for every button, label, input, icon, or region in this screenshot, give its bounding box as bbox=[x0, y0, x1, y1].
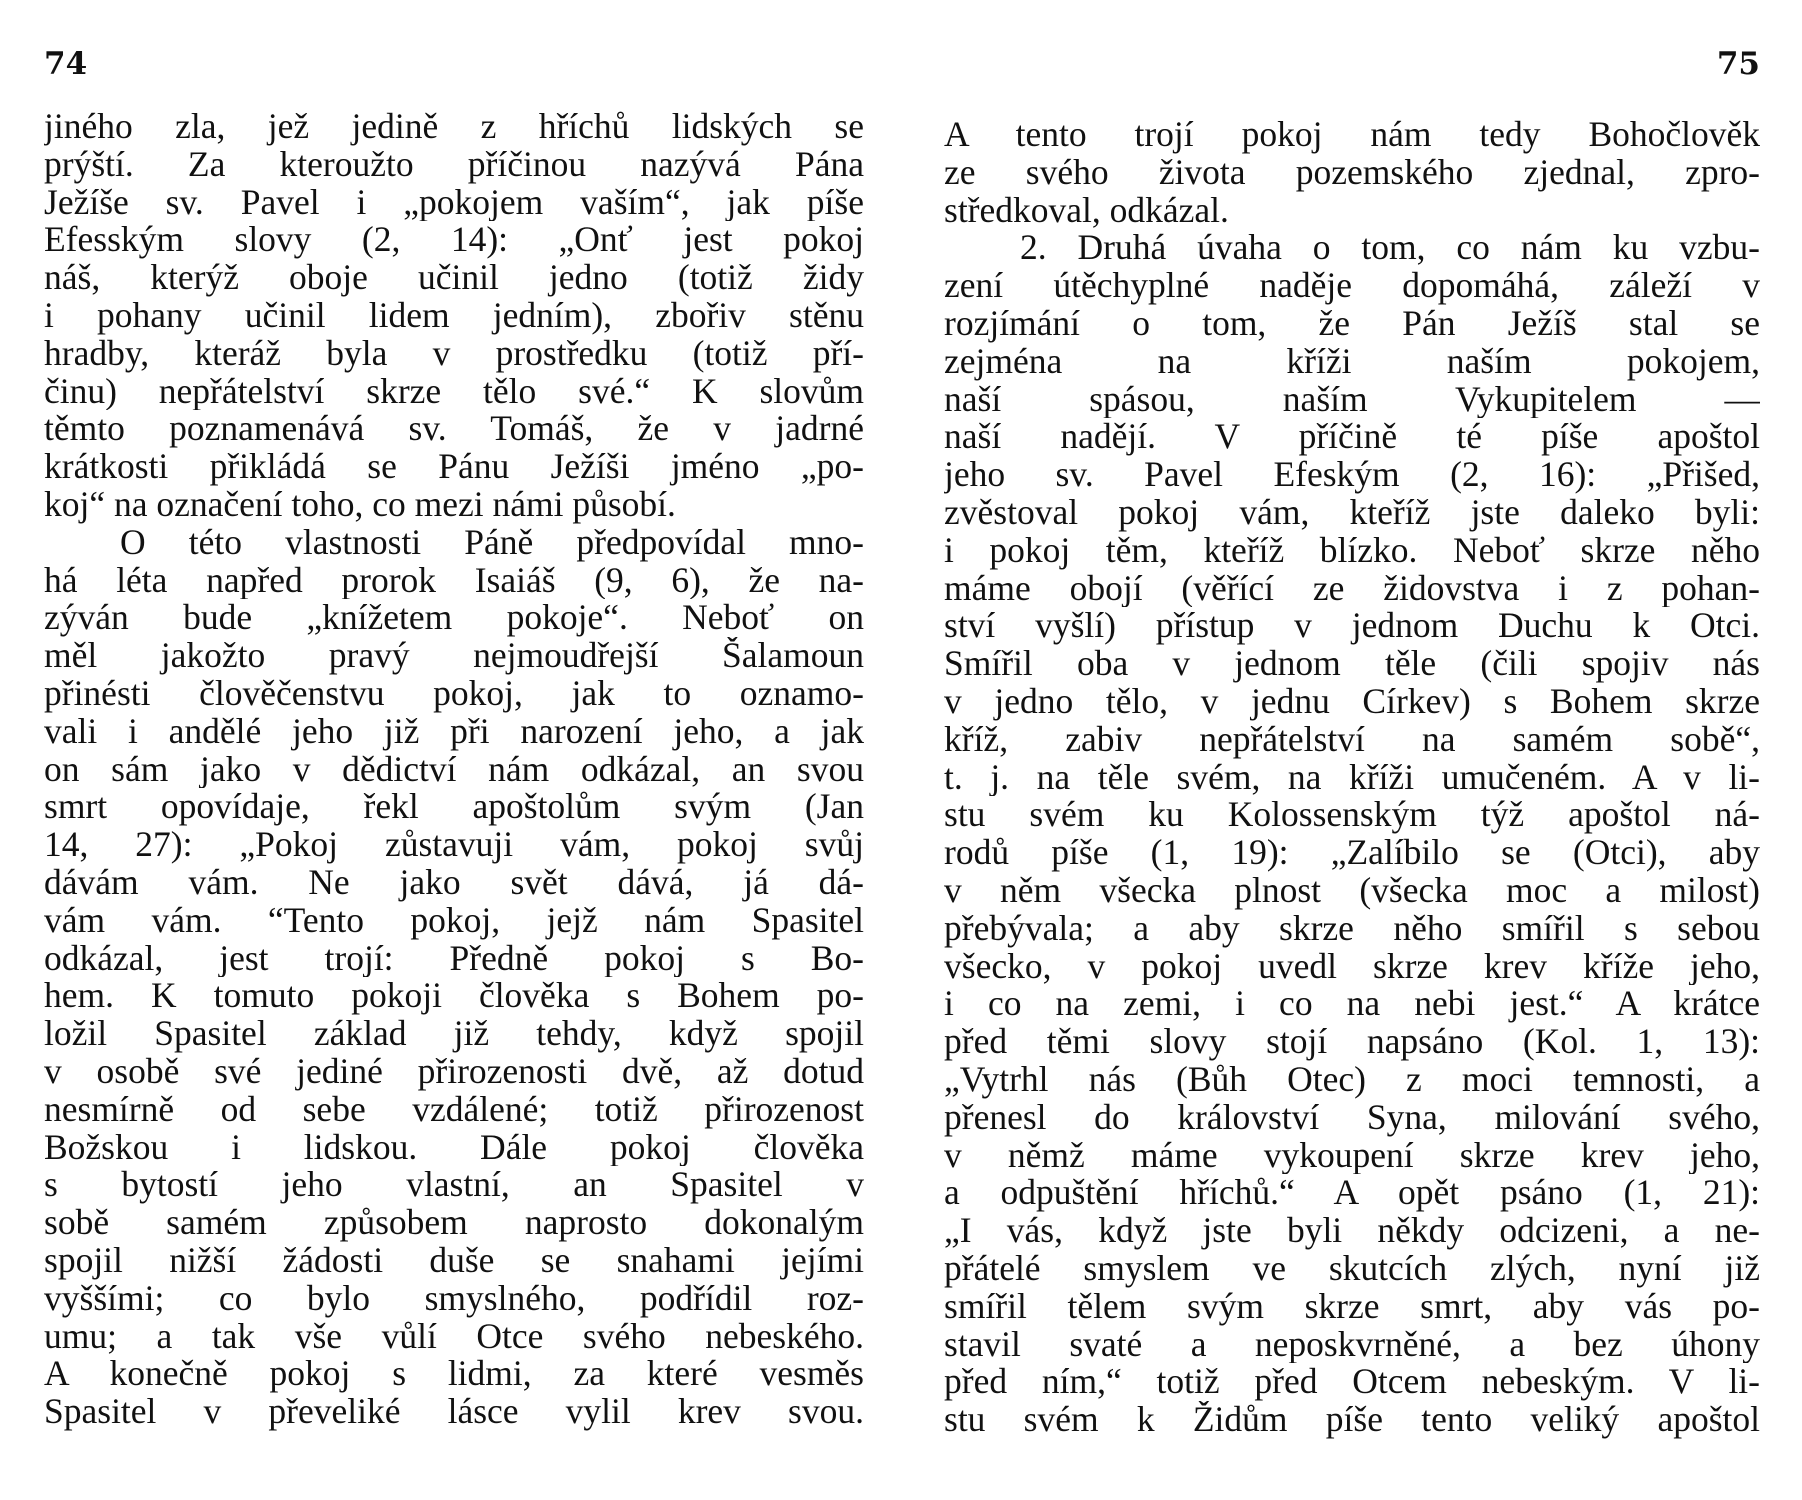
text-line: náš, kterýž oboje učinil jedno (totiž židy bbox=[44, 259, 864, 297]
text-line: dávám vám. Ne jako svět dává, já dá- bbox=[44, 863, 864, 902]
text-line: v něm všecka plnost (všecka moc a milost) bbox=[944, 871, 1760, 910]
text-line: Božskou i lidskou. Dále pokoj člověka bbox=[44, 1128, 864, 1167]
body-text bbox=[44, 108, 864, 1431]
text-line: spojil nižší žádosti duše se snahami jejími bbox=[44, 1241, 864, 1280]
text-line: 14, 27): „Pokoj zůstavuji vám, pokoj svůj bbox=[44, 826, 864, 864]
text-line: i co na zemi, i co na nebi jest.“ A krátce bbox=[944, 985, 1760, 1024]
text-line: naší nadějí. V příčině té píše apoštol bbox=[944, 418, 1760, 457]
text-line: naší spásou, naším Vykupitelem — bbox=[944, 380, 1760, 419]
text-line: 2. Druhá úvaha o tom, co nám ku vzbu- bbox=[1020, 229, 1760, 268]
text-line: Ježíše sv. Pavel i „pokojem vaším“, jak píše bbox=[44, 183, 864, 222]
text-line: jiného zla, jež jedině z hříchů lidských se bbox=[44, 108, 864, 146]
text-line: činu) nepřátelství skrze tělo své.“ K slovům bbox=[44, 372, 864, 411]
text-line: zení útěchyplné naděje dopomáhá, záleží v bbox=[944, 267, 1760, 305]
text-line: ze svého života pozemského zjednal, zpro- bbox=[944, 153, 1760, 192]
text-line: máme obojí (věřící ze židovstva i z pohan- bbox=[944, 569, 1760, 608]
text-line: těmto poznamenává sv. Tomáš, že v jadrné bbox=[44, 410, 864, 449]
text-line: zejména na kříži naším pokojem, bbox=[944, 342, 1760, 381]
text-line: Efesským slovy (2, 14): „Onť jest pokoj bbox=[44, 221, 864, 260]
text-line: nesmírně od sebe vzdálené; totiž přirozenost bbox=[44, 1090, 864, 1129]
text-line: hem. K tomuto pokoji člověka s Bohem po- bbox=[44, 977, 864, 1016]
text-line: „Vytrhl nás (Bůh Otec) z moci temnosti, a bbox=[944, 1060, 1760, 1099]
text-line: ství vyšlí) přístup v jednom Duchu k Otci. bbox=[944, 607, 1760, 646]
text-line: přinésti člověčenstvu pokoj, jak to oznamo- bbox=[44, 674, 864, 713]
body-text bbox=[944, 116, 1760, 1439]
text-line: há léta napřed prorok Isaiáš (9, 6), že na- bbox=[44, 561, 864, 600]
text-line: smířil tělem svým skrze smrt, aby vás po- bbox=[944, 1287, 1760, 1326]
text-line: měl jakožto pravý nejmoudřejší Šalamoun bbox=[44, 637, 864, 675]
text-line: odkázal, jest trojí: Předně pokoj s Bo- bbox=[44, 939, 864, 978]
text-line: koj“ na označení toho, co mezi námi působí. bbox=[44, 485, 676, 524]
text-line: stu svém k Židům píše tento veliký apoštol bbox=[944, 1401, 1760, 1439]
text-line: hradby, kteráž byla v prostředku (totiž pří- bbox=[44, 334, 864, 373]
text-line: zvěstoval pokoj vám, kteříž jste daleko byli: bbox=[944, 493, 1760, 532]
text-line: v jedno tělo, v jednu Církev) s Bohem skrze bbox=[944, 682, 1760, 721]
text-line: t. j. na těle svém, na kříži umučeném. A v li- bbox=[944, 758, 1760, 797]
text-line: Smířil oba v jednom těle (čili spojiv nás bbox=[944, 645, 1760, 683]
text-line: před ním,“ totiž před Otcem nebeským. V li- bbox=[944, 1363, 1760, 1402]
text-line: A konečně pokoj s lidmi, za které vesměs bbox=[44, 1355, 864, 1394]
text-line: přenesl do království Syna, milování svého, bbox=[944, 1098, 1760, 1137]
text-line: krátkosti přikládá se Pánu Ježíši jméno „po- bbox=[44, 448, 864, 486]
text-line: A tento trojí pokoj nám tedy Bohočlověk bbox=[944, 116, 1760, 154]
text-line: před těmi slovy stojí napsáno (Kol. 1, 13): bbox=[944, 1023, 1760, 1061]
text-line: smrt opovídaje, řekl apoštolům svým (Jan bbox=[44, 788, 864, 827]
left-page bbox=[44, 0, 864, 1500]
right-page bbox=[944, 0, 1760, 1500]
text-line: přátelé smyslem ve skutcích zlých, nyní již bbox=[944, 1249, 1760, 1288]
text-line: stu svém ku Kolossenským týž apoštol ná- bbox=[944, 796, 1760, 835]
text-line: zýván bude „knížetem pokoje“. Neboť on bbox=[44, 599, 864, 638]
text-line: umu; a tak vše vůlí Otce svého nebeského. bbox=[44, 1317, 864, 1356]
text-line: sobě samém způsobem naprosto dokonalým bbox=[44, 1204, 864, 1242]
text-line: prýští. Za kteroužto příčinou nazývá Pána bbox=[44, 145, 864, 184]
text-line: kříž, zabiv nepřátelství na samém sobě“, bbox=[944, 720, 1760, 759]
text-line: stavil svaté a neposkvrněné, a bez úhony bbox=[944, 1325, 1760, 1364]
text-line: a odpuštění hříchů.“ A opět psáno (1, 21): bbox=[944, 1174, 1760, 1213]
text-line: „I vás, když jste byli někdy odcizeni, a ne- bbox=[944, 1212, 1760, 1250]
text-line: vali i andělé jeho již při narození jeho, a jak bbox=[44, 712, 864, 751]
text-line: s bytostí jeho vlastní, an Spasitel v bbox=[44, 1166, 864, 1205]
text-line: v osobě své jediné přirozenosti dvě, až dotud bbox=[44, 1052, 864, 1091]
text-line: středkoval, odkázal. bbox=[944, 191, 1229, 230]
text-line: i pohany učinil lidem jedním), zbořiv stěnu bbox=[44, 296, 864, 335]
text-line: vám vám. “Tento pokoj, jejž nám Spasitel bbox=[44, 901, 864, 940]
text-line: Spasitel v převeliké lásce vylil krev svou. bbox=[44, 1393, 864, 1431]
text-line: přebývala; a aby skrze něho smířil s sebou bbox=[944, 909, 1760, 948]
text-line: všecko, v pokoj uvedl skrze krev kříže jeho, bbox=[944, 947, 1760, 986]
text-line: O této vlastnosti Páně předpovídal mno- bbox=[120, 523, 864, 562]
text-line: on sám jako v dědictví nám odkázal, an svou bbox=[44, 750, 864, 789]
page-number: 74 bbox=[44, 46, 88, 82]
text-line: v němž máme vykoupení skrze krev jeho, bbox=[944, 1136, 1760, 1175]
text-line: rozjímání o tom, že Pán Ježíš stal se bbox=[944, 304, 1760, 343]
text-line: ložil Spasitel základ již tehdy, když spojil bbox=[44, 1015, 864, 1053]
text-line: jeho sv. Pavel Efeským (2, 16): „Přišed, bbox=[944, 456, 1760, 494]
text-line: vyššími; co bylo smyslného, podřídil roz- bbox=[44, 1279, 864, 1318]
text-line: rodů píše (1, 19): „Zalíbilo se (Otci), aby bbox=[944, 834, 1760, 872]
text-line: i pokoj těm, kteříž blízko. Neboť skrze něho bbox=[944, 531, 1760, 570]
page-number: 75 bbox=[1716, 46, 1760, 82]
